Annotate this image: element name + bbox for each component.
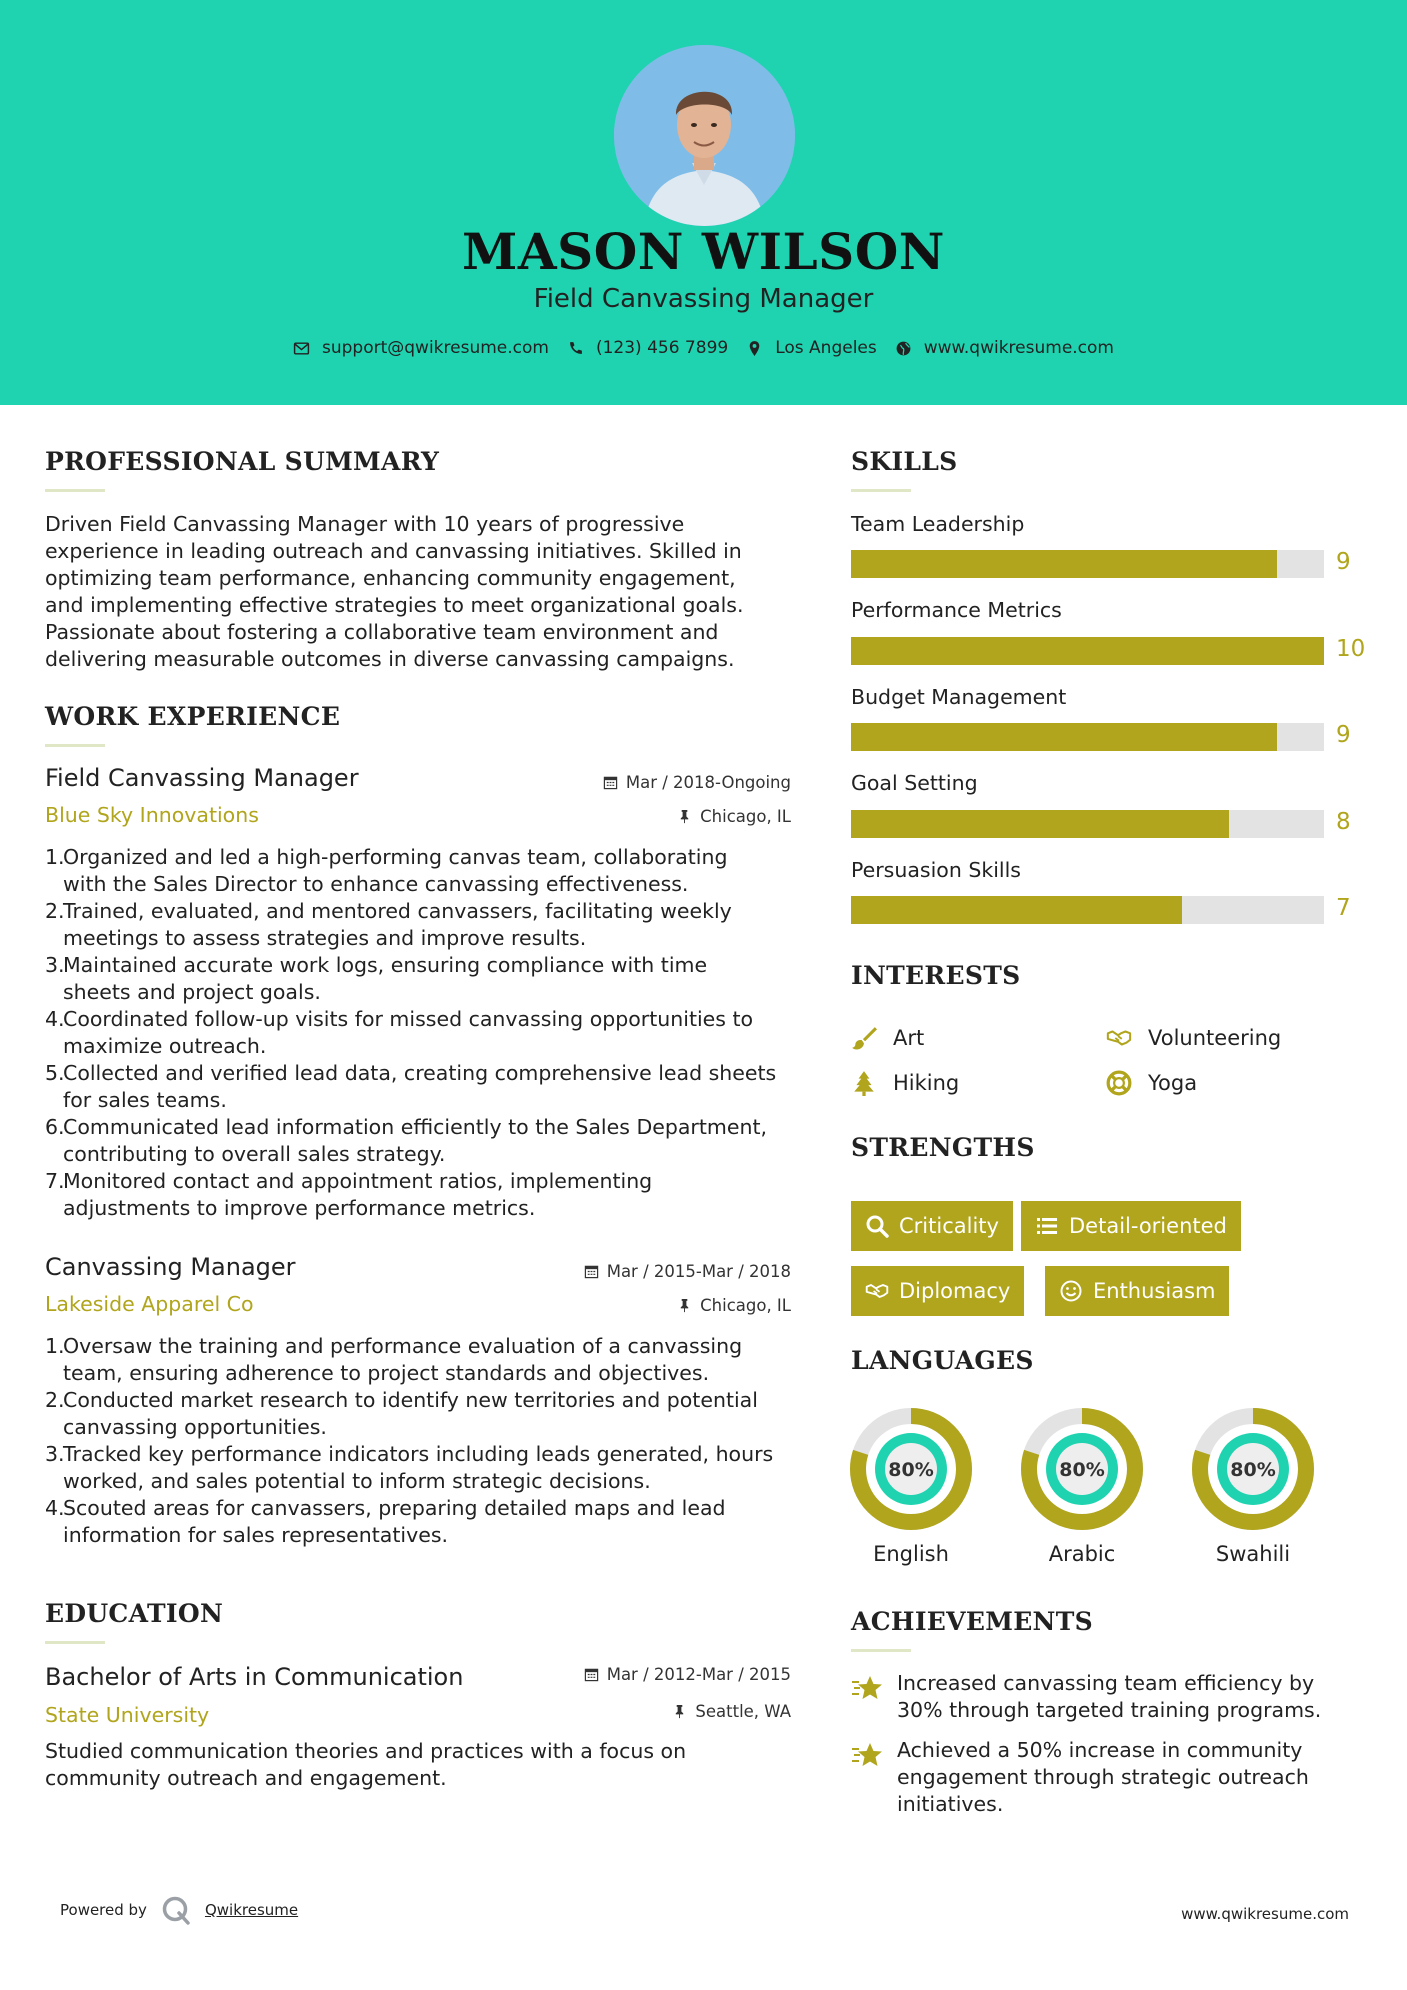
achievement-item [851, 1670, 1351, 1724]
achievement-line: Achieved a 50% increase in community [897, 1738, 1303, 1762]
footer-powered-by [60, 1895, 298, 1925]
contact-website-text: www.qwikresume.com [923, 338, 1114, 358]
job-company: Blue Sky Innovations [45, 803, 259, 827]
language-ring [850, 1408, 972, 1530]
thumbtack-icon [677, 809, 692, 824]
job-task: 4. Scouted areas for canvassers, preparing detailed maps and lead information for sales representatives. [45, 1495, 795, 1549]
skill-label: Persuasion Skills [851, 858, 1021, 882]
job-task-line: sheets and project goals. [63, 980, 321, 1004]
job-task-list [45, 844, 795, 1222]
interest-item [851, 1070, 959, 1096]
skill-bar-fill [851, 723, 1277, 751]
map-marker-icon [746, 340, 763, 357]
education-dates-text: Mar / 2012-Mar / 2015 [606, 1665, 791, 1684]
education-line: community outreach and engagement. [45, 1766, 447, 1790]
language-name: Swahili [1215, 1542, 1291, 1566]
job-task-line: Oversaw the training and performance evaluation of a canvassing [63, 1334, 743, 1358]
skill-score: 10 [1336, 636, 1366, 662]
job-task-line: Organized and led a high-performing canvas team, collaborating [63, 845, 728, 869]
interest-item [851, 1025, 924, 1051]
summary-line: Driven Field Canvassing Manager with 10 years of progressive [45, 512, 685, 536]
contact-website[interactable] [895, 338, 1114, 358]
education-divider [45, 1641, 105, 1644]
list-icon [1035, 1214, 1059, 1238]
job-task: 3. Tracked key performance indicators including leads generated, hours worked, and sales potential to inform strategic decisions. [45, 1441, 795, 1495]
achievement-line: initiatives. [897, 1792, 1004, 1816]
job-task: 2. Trained, evaluated, and mentored canvassers, facilitating weekly meetings to assess strategies and improve results. [45, 898, 795, 952]
interest-label: Yoga [1148, 1071, 1198, 1095]
job-task-line: Tracked key performance indicators including leads generated, hours [63, 1442, 774, 1466]
contact-email-text: support@qwikresume.com [322, 338, 549, 358]
job-task-line: for sales teams. [63, 1088, 227, 1112]
interest-label: Hiking [893, 1071, 960, 1095]
job-task: 4. Coordinated follow-up visits for missed canvassing opportunities to maximize outreach. [45, 1006, 795, 1060]
job-company: Lakeside Apparel Co [45, 1292, 254, 1316]
interest-label: Art [893, 1026, 925, 1050]
candidate-name: MASON WILSON [462, 222, 945, 281]
handshake-icon [865, 1279, 889, 1303]
profile-photo [614, 45, 795, 226]
skill-label: Goal Setting [851, 771, 978, 795]
star-award-icon [851, 1739, 885, 1773]
summary-text [45, 511, 805, 673]
skill-score: 8 [1336, 809, 1351, 835]
summary-divider [45, 489, 105, 492]
education-heading: EDUCATION [45, 1599, 224, 1628]
job-task-line: adjustments to improve performance metrics. [63, 1196, 536, 1220]
paint-brush-icon [851, 1025, 877, 1051]
skill-bar-fill [851, 896, 1182, 924]
degree-title: Bachelor of Arts in Communication [45, 1663, 464, 1691]
strength-badge [851, 1201, 1013, 1251]
job-task: 5. Collected and verified lead data, creating comprehensive lead sheets for sales teams. [45, 1060, 795, 1114]
job-location [677, 807, 791, 826]
strength-badge [1021, 1201, 1241, 1251]
achievement-line: engagement through strategic outreach [897, 1765, 1309, 1789]
education-location [672, 1702, 791, 1721]
summary-line: and implementing effective strategies to meet organizational goals. [45, 593, 744, 617]
skills-divider [851, 489, 911, 492]
footer-website[interactable]: www.qwikresume.com [1181, 1905, 1349, 1923]
interests-heading: INTERESTS [851, 961, 1021, 990]
job-task-line: Scouted areas for canvassers, preparing detailed maps and lead [63, 1496, 726, 1520]
job-task: 1. Oversaw the training and performance evaluation of a canvassing team, ensuring adherence to project standards and objectives. [45, 1333, 795, 1387]
achievement-line: 30% through targeted training programs. [897, 1698, 1322, 1722]
thumbtack-icon [677, 1298, 692, 1313]
brand-link[interactable]: Qwikresume [204, 1901, 299, 1919]
job-task: 3. Maintained accurate work logs, ensuring compliance with time sheets and project goals. [45, 952, 795, 1006]
language-name: Arabic [1048, 1542, 1116, 1566]
language-percent: 80% [1230, 1459, 1276, 1481]
job-dates [584, 1262, 791, 1281]
job-location-text: Chicago, IL [700, 1296, 791, 1315]
skill-label: Budget Management [851, 685, 1067, 709]
strength-badge [851, 1266, 1024, 1316]
contact-phone[interactable] [567, 338, 728, 358]
job-location [677, 1296, 791, 1315]
skill-bar-fill [851, 550, 1277, 578]
star-award-icon [851, 1672, 885, 1706]
language-name: English [873, 1542, 949, 1566]
job-dates [603, 773, 791, 792]
strength-label: Detail-oriented [1069, 1214, 1227, 1238]
job-location-text: Chicago, IL [700, 807, 791, 826]
summary-heading: PROFESSIONAL SUMMARY [45, 447, 440, 476]
job-title: Canvassing Manager [45, 1253, 296, 1281]
calendar-icon [584, 1667, 599, 1682]
education-location-text: Seattle, WA [695, 1702, 791, 1721]
job-task-line: Monitored contact and appointment ratios, implementing [63, 1169, 653, 1193]
achievement-item [851, 1737, 1351, 1818]
strengths-heading: STRENGTHS [851, 1133, 1035, 1162]
job-task-line: Trained, evaluated, and mentored canvassers, facilitating weekly [63, 899, 732, 923]
skill-score: 7 [1336, 895, 1351, 921]
education-dates [584, 1665, 791, 1684]
job-task-line: worked, and sales potential to inform strategic decisions. [63, 1469, 651, 1493]
strength-label: Criticality [899, 1214, 999, 1238]
job-task: 7. Monitored contact and appointment ratios, implementing adjustments to improve performance metrics. [45, 1168, 795, 1222]
strength-label: Enthusiasm [1093, 1279, 1216, 1303]
achievement-text [897, 1737, 1309, 1818]
job-task-line: contributing to overall sales strategy. [63, 1142, 446, 1166]
contact-phone-text: (123) 456 7899 [595, 338, 729, 358]
skills-heading: SKILLS [851, 447, 958, 476]
skill-bar-fill [851, 637, 1324, 665]
achievement-line: Increased canvassing team efficiency by [897, 1671, 1315, 1695]
summary-line: experience in leading outreach and canvassing initiatives. Skilled in [45, 539, 742, 563]
job-task-line: Conducted market research to identify new territories and potential [63, 1388, 758, 1412]
strength-label: Diplomacy [899, 1279, 1011, 1303]
achievement-text [897, 1670, 1321, 1724]
skill-label: Performance Metrics [851, 598, 1062, 622]
candidate-role: Field Canvassing Manager [533, 284, 874, 314]
achievements-heading: ACHIEVEMENTS [851, 1607, 1093, 1636]
experience-heading: WORK EXPERIENCE [45, 702, 341, 731]
skill-bar [851, 723, 1324, 751]
tree-icon [851, 1070, 877, 1096]
job-task-line: Maintained accurate work logs, ensuring compliance with time [63, 953, 708, 977]
job-task-line: information for sales representatives. [63, 1523, 449, 1547]
summary-line: Passionate about fostering a collaborative team environment and [45, 620, 719, 644]
skill-bar [851, 810, 1324, 838]
skill-label: Team Leadership [851, 512, 1025, 536]
language-item [1192, 1408, 1314, 1566]
qwikresume-logo-icon [161, 1895, 191, 1925]
job-task-list [45, 1333, 795, 1549]
smile-icon [1059, 1279, 1083, 1303]
contact-location [746, 338, 877, 358]
handshake-icon [1106, 1025, 1132, 1051]
languages-heading: LANGUAGES [851, 1346, 1034, 1375]
job-task-line: Collected and verified lead data, creating comprehensive lead sheets [63, 1061, 777, 1085]
job-task-line: team, ensuring adherence to project standards and objectives. [63, 1361, 710, 1385]
interest-item [1106, 1025, 1281, 1051]
contact-email[interactable] [293, 338, 549, 358]
job-task: 2. Conducted market research to identify new territories and potential canvassing opportunities. [45, 1387, 795, 1441]
search-icon [865, 1214, 889, 1238]
skill-bar [851, 550, 1324, 578]
skill-bar [851, 637, 1324, 665]
calendar-icon [584, 1264, 599, 1279]
job-task-line: Coordinated follow-up visits for missed canvassing opportunities to [63, 1007, 754, 1031]
phone-icon [567, 340, 584, 357]
skill-score: 9 [1336, 722, 1351, 748]
language-percent: 80% [1059, 1459, 1105, 1481]
summary-line: optimizing team performance, enhancing community engagement, [45, 566, 736, 590]
education-description [45, 1738, 805, 1792]
language-ring [1021, 1408, 1143, 1530]
strength-badge [1045, 1266, 1229, 1316]
skill-bar-fill [851, 810, 1229, 838]
avatar [614, 45, 795, 226]
job-task-line: meetings to assess strategies and improve results. [63, 926, 587, 950]
achievements-divider [851, 1649, 911, 1652]
job-task: 1. Organized and led a high-performing canvas team, collaborating with the Sales Director to enhance canvassing effectiveness. [45, 844, 795, 898]
envelope-icon [293, 340, 310, 357]
job-task-line: maximize outreach. [63, 1034, 267, 1058]
job-task-line: Communicated lead information efficiently to the Sales Department, [63, 1115, 768, 1139]
job-task: 6. Communicated lead information efficiently to the Sales Department, contributing to overall sales strategy. [45, 1114, 795, 1168]
language-ring [1192, 1408, 1314, 1530]
interest-label: Volunteering [1148, 1026, 1282, 1050]
language-item [850, 1408, 972, 1566]
summary-line: delivering measurable outcomes in diverse canvassing campaigns. [45, 647, 735, 671]
contact-location-text: Los Angeles [775, 338, 877, 358]
job-task-line: with the Sales Director to enhance canvassing effectiveness. [63, 872, 689, 896]
skill-score: 9 [1336, 549, 1351, 575]
contact-bar [0, 338, 1407, 358]
job-title: Field Canvassing Manager [45, 764, 359, 792]
skill-bar [851, 896, 1324, 924]
experience-divider [45, 744, 105, 747]
interest-item [1106, 1070, 1197, 1096]
thumbtack-icon [672, 1704, 687, 1719]
job-task-line: canvassing opportunities. [63, 1415, 327, 1439]
language-percent: 80% [888, 1459, 934, 1481]
language-item [1021, 1408, 1143, 1566]
school-name: State University [45, 1703, 210, 1727]
job-dates-text: Mar / 2015-Mar / 2018 [606, 1262, 791, 1281]
globe-icon [895, 340, 912, 357]
calendar-icon [603, 775, 618, 790]
life-ring-icon [1106, 1070, 1132, 1096]
resume-header [0, 0, 1407, 405]
job-dates-text: Mar / 2018-Ongoing [625, 773, 791, 792]
powered-by-label: Powered by [60, 1901, 147, 1919]
education-line: Studied communication theories and practices with a focus on [45, 1739, 687, 1763]
